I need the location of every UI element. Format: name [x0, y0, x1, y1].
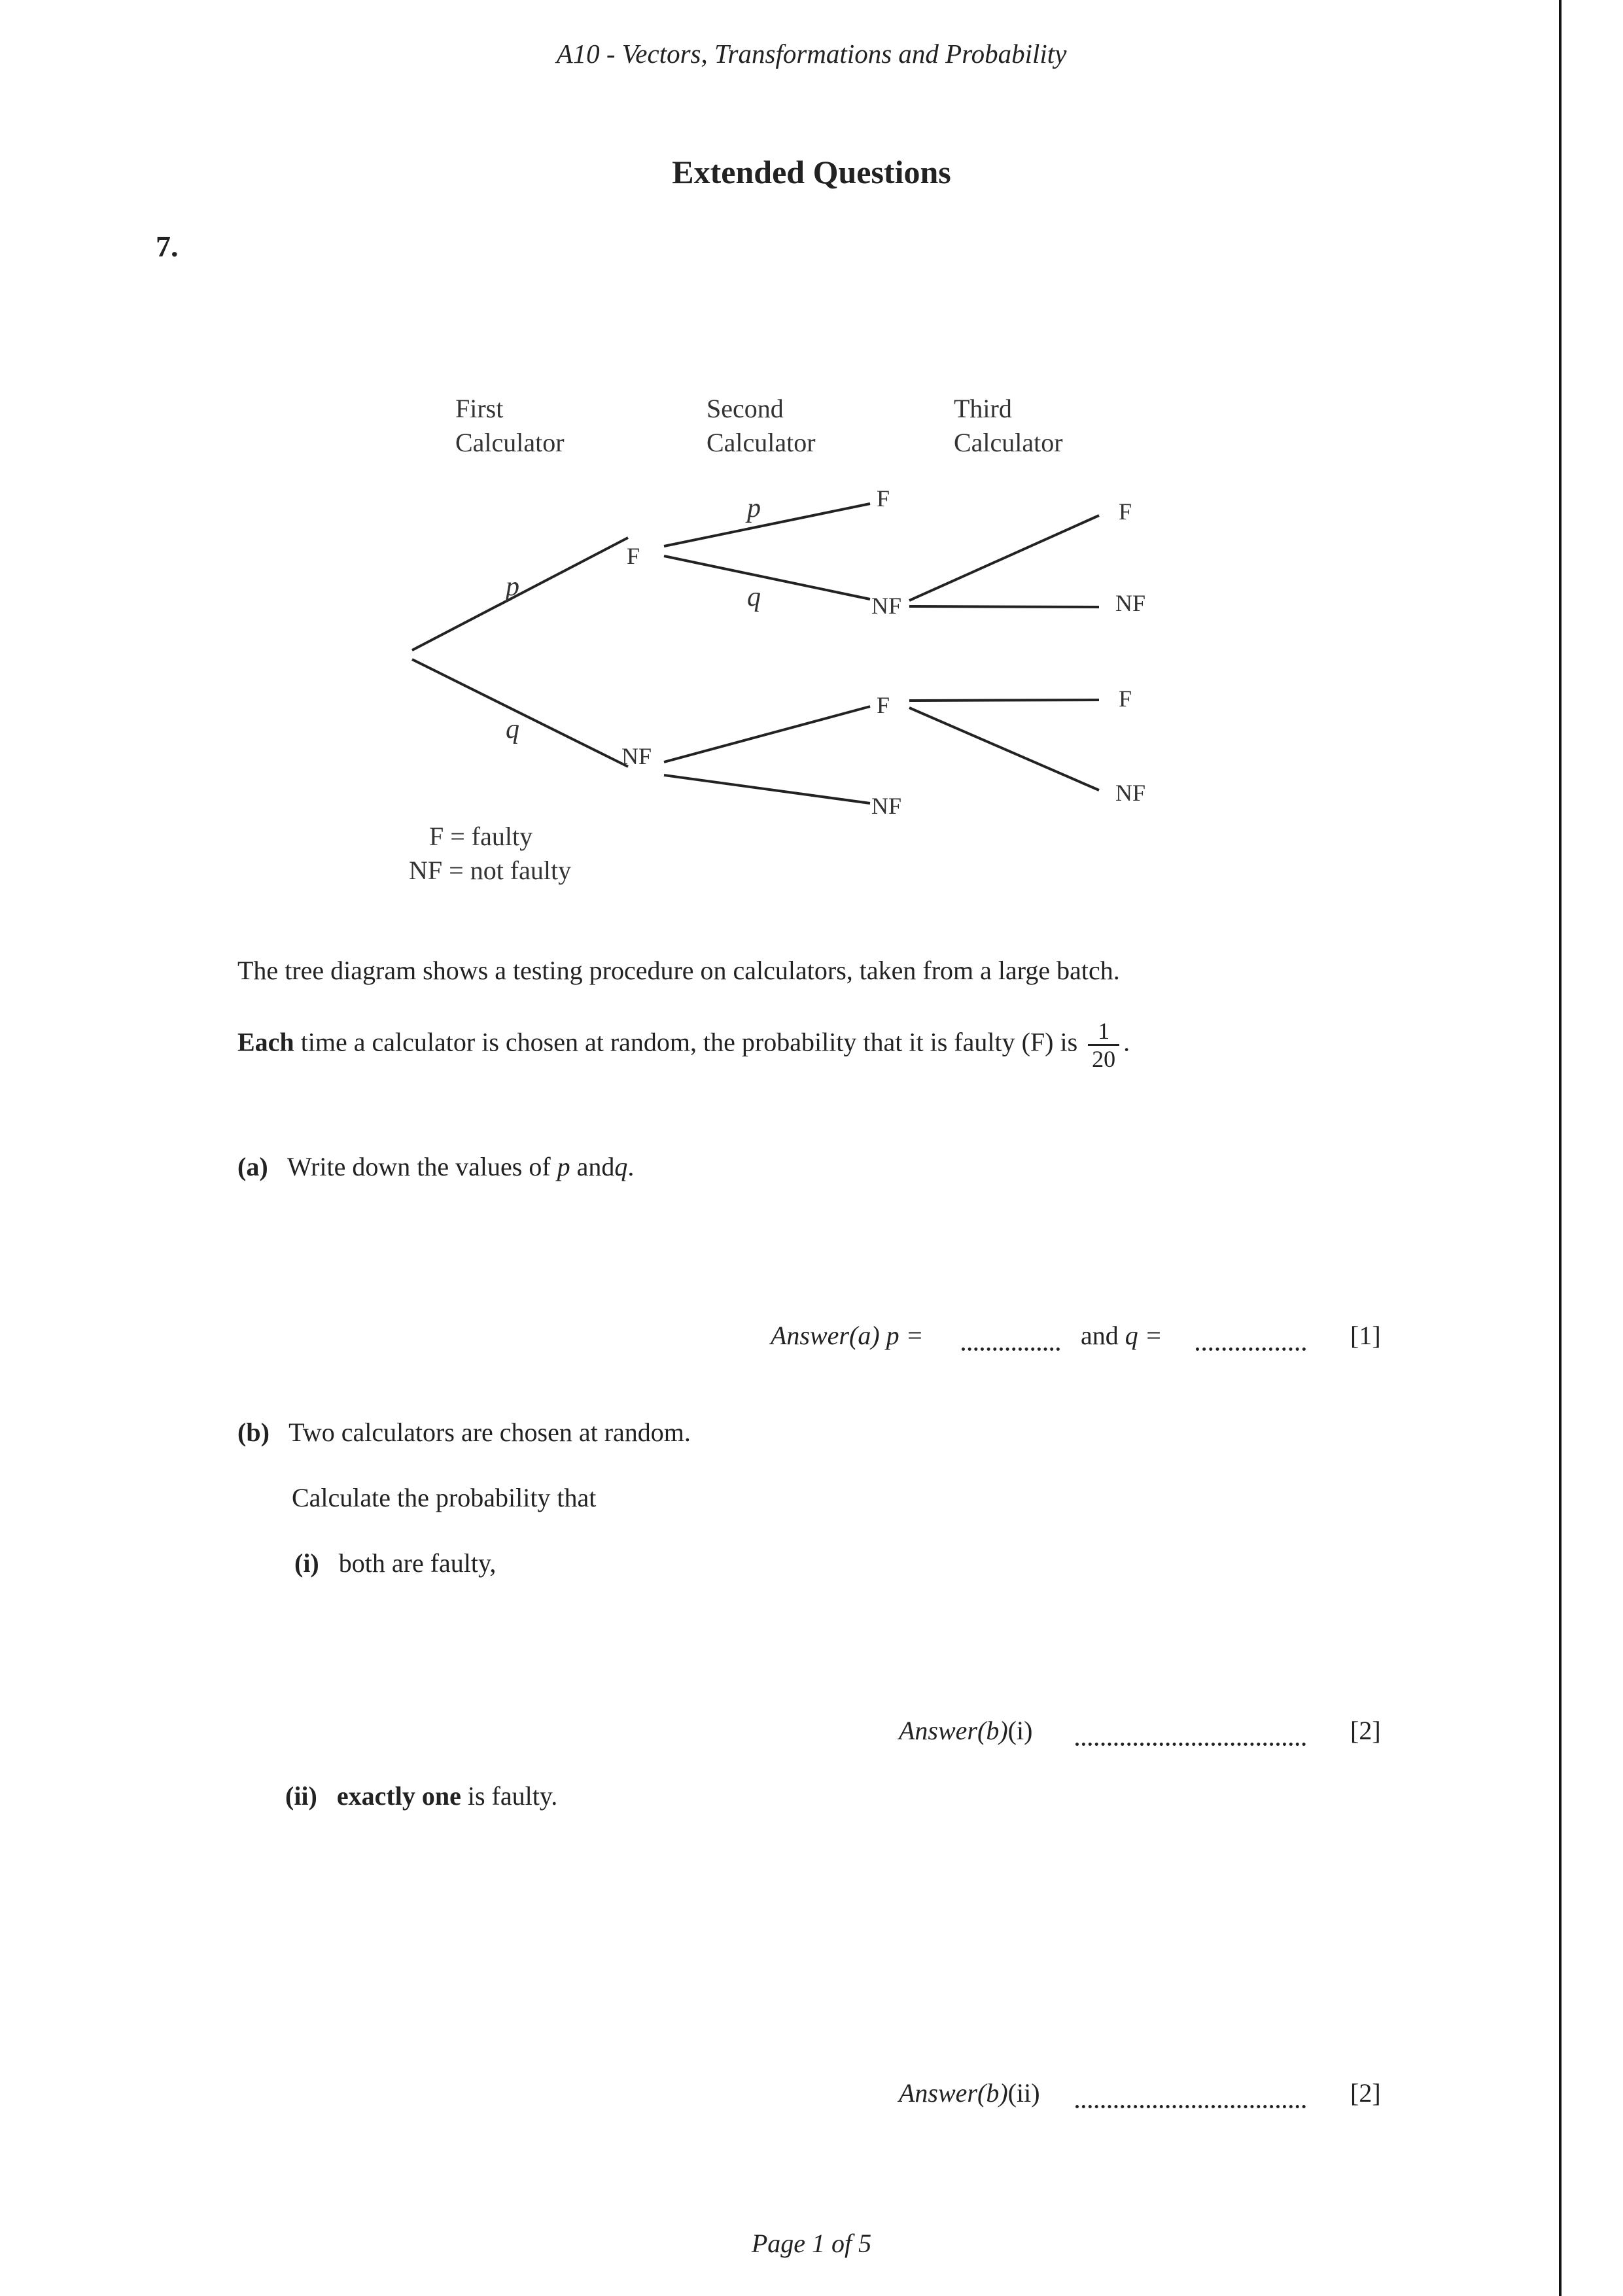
- node-second-f-top: F: [877, 485, 890, 512]
- page-header: A10 - Vectors, Transformations and Probability: [556, 39, 1067, 69]
- branch-label-q-second: q: [747, 582, 761, 612]
- node-second-nf-top: NF: [871, 593, 902, 619]
- branch-label-q-first: q: [506, 714, 519, 744]
- answer-a-q-label: q =: [1125, 1321, 1162, 1350]
- page-footer: Page 1 of 5: [751, 2229, 872, 2258]
- part-a-and: and: [576, 1152, 615, 1181]
- key-not-faulty: NF = not faulty: [409, 856, 572, 885]
- node-third-nf-1: NF: [1115, 590, 1146, 616]
- node-third-f-1: F: [1119, 498, 1132, 525]
- part-a-end: .: [627, 1152, 635, 1181]
- part-b-ii-bold: exactly one: [336, 1781, 461, 1811]
- branch-second-top-p: [664, 504, 870, 546]
- answer-a-and-text: and: [1081, 1321, 1119, 1350]
- tree-diagram: [366, 366, 1217, 903]
- heading-second-line1: Second: [707, 394, 784, 423]
- branch-first-q: [412, 659, 628, 767]
- answer-b-ii-prefix: Answer(b): [899, 2078, 1008, 2108]
- fraction-denominator: 20: [1092, 1046, 1116, 1072]
- part-b-label: (b): [237, 1418, 270, 1447]
- heading-first-line2: Calculator: [455, 428, 565, 457]
- marks-b-i: [2]: [1350, 1716, 1381, 1745]
- page-border-right: [1559, 0, 1562, 2296]
- answer-b-ii-label: [899, 2078, 1040, 2108]
- branch-third-f-nf: [909, 708, 1099, 790]
- part-a-question: [237, 1151, 634, 1182]
- probability-fraction: [1088, 1018, 1119, 1072]
- answer-b-ii-field[interactable]: [1075, 2105, 1306, 2108]
- branch-first-p: [412, 538, 628, 650]
- part-b-i-label: (i): [294, 1548, 319, 1578]
- answer-b-i-label: [899, 1715, 1032, 1746]
- branch-label-p-first: p: [506, 572, 519, 602]
- node-first-f: F: [627, 543, 640, 569]
- branch-third-f-f: [909, 700, 1099, 701]
- heading-third-line2: Calculator: [954, 428, 1063, 457]
- intro-each: Each: [237, 1027, 294, 1057]
- node-third-nf-2: NF: [1115, 780, 1146, 806]
- part-b-text: Two calculators are chosen at random.: [288, 1418, 691, 1447]
- answer-b-i-field[interactable]: [1075, 1743, 1306, 1746]
- branch-third-nf-nf: [909, 606, 1099, 607]
- part-b-i-text: both are faulty,: [338, 1548, 497, 1578]
- node-third-f-2: F: [1119, 686, 1132, 712]
- part-a-var-q: q: [614, 1152, 628, 1181]
- branch-second-top-q: [664, 556, 870, 599]
- node-second-f-bottom: F: [877, 692, 890, 718]
- part-b-ii-text: is faulty.: [467, 1781, 558, 1811]
- answer-b-i-prefix: Answer(b): [899, 1716, 1008, 1745]
- intro-line1: The tree diagram shows a testing procedure on calculators, taken from a large batch.: [237, 956, 1120, 985]
- part-b-ii: [285, 1781, 557, 1811]
- heading-first-line1: First: [455, 394, 504, 423]
- part-a-text: Write down the values of: [287, 1152, 551, 1181]
- part-b-i: [294, 1548, 496, 1578]
- branch-label-p-second: p: [747, 493, 761, 523]
- branch-second-bottom-nf: [664, 775, 870, 803]
- heading-third-line1: Third: [954, 394, 1012, 423]
- part-b-calc-text: Calculate the probability that: [292, 1483, 597, 1512]
- key-faulty: F = faulty: [429, 822, 533, 851]
- node-second-nf-bottom: NF: [871, 793, 902, 819]
- answer-a-label: Answer(a) p =: [771, 1321, 924, 1350]
- intro-line2-end: .: [1123, 1027, 1130, 1057]
- branch-third-nf-f: [909, 515, 1099, 600]
- section-title: Extended Questions: [672, 154, 951, 190]
- answer-a-and: [1081, 1320, 1162, 1351]
- heading-second-line2: Calculator: [707, 428, 816, 457]
- part-b-ii-label: (ii): [285, 1781, 317, 1811]
- intro-line2-text: time a calculator is chosen at random, the probability that it is faulty (F) is: [300, 1027, 1078, 1057]
- answer-a-p-field[interactable]: [962, 1348, 1060, 1351]
- part-a-label: (a): [237, 1152, 268, 1181]
- part-b-question: [237, 1417, 691, 1448]
- node-first-nf: NF: [621, 743, 652, 769]
- part-a-var-p: p: [557, 1152, 570, 1181]
- marks-a: [1]: [1350, 1321, 1381, 1350]
- answer-b-ii-part: (ii): [1007, 2078, 1040, 2108]
- answer-b-i-part: (i): [1007, 1716, 1033, 1745]
- intro-line2: [237, 1018, 1130, 1072]
- question-number: 7.: [156, 230, 179, 263]
- tree-branches: [412, 504, 1099, 803]
- marks-b-ii: [2]: [1350, 2078, 1381, 2108]
- fraction-numerator: 1: [1088, 1018, 1119, 1046]
- answer-a-q-field[interactable]: [1196, 1348, 1306, 1351]
- branch-second-bottom-f: [664, 706, 870, 762]
